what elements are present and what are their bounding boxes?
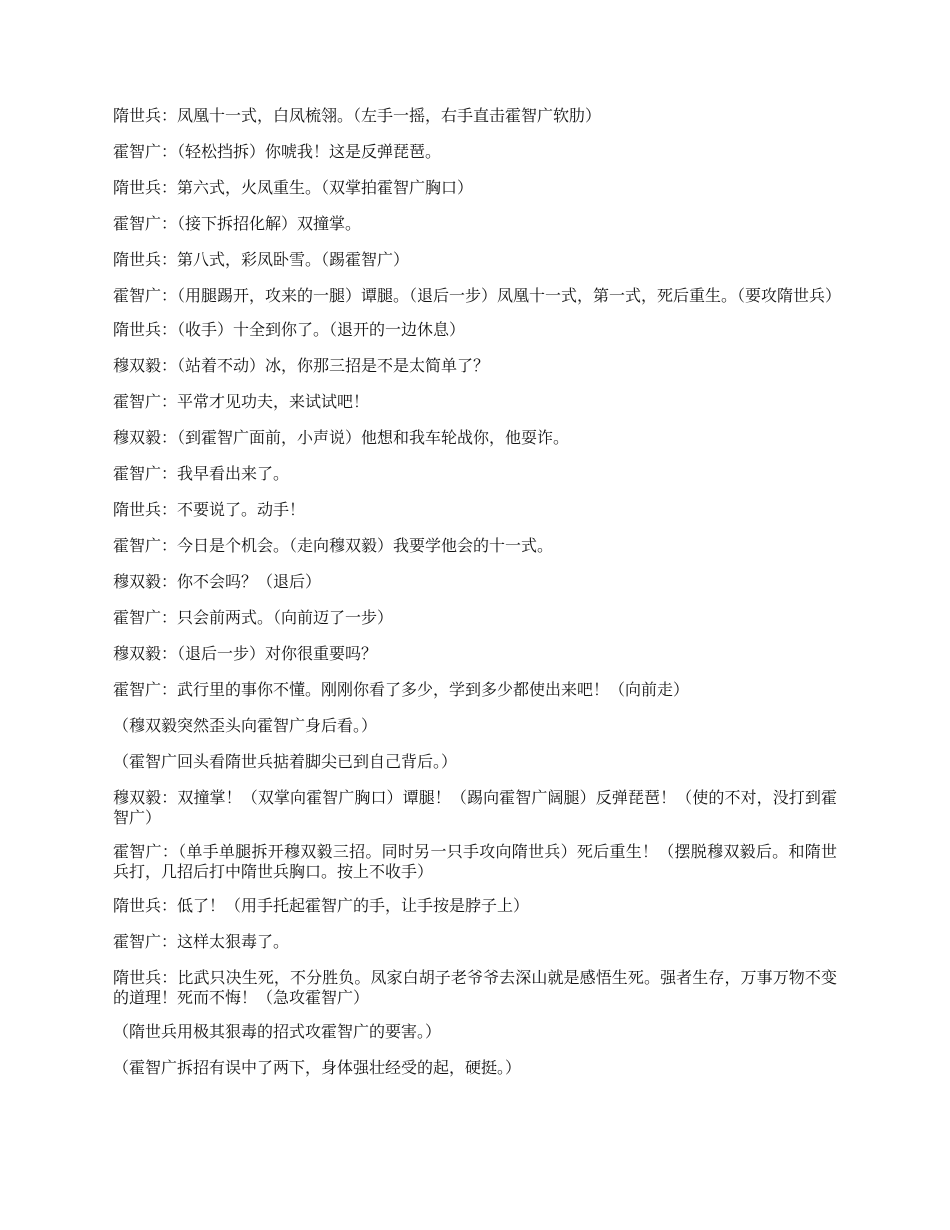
stage-direction: （霍智广回头看隋世兵掂着脚尖已到自己背后。）	[113, 752, 458, 771]
script-line: 霍智广：（接下拆招化解）双撞掌。	[113, 214, 362, 233]
script-line: 隋世兵：第六式，火凤重生。（双掌拍霍智广胸口）	[113, 178, 474, 197]
script-line: 隋世兵：不要说了。动手！	[113, 500, 306, 519]
stage-direction: （霍智广拆招有误中了两下，身体强壮经受的起，硬挺。）	[113, 1058, 522, 1077]
script-line: 隋世兵：低了！（用手托起霍智广的手，让手按是脖子上）	[113, 896, 530, 915]
script-line: 隋世兵：比武只决生死，不分胜负。凤家白胡子老爷爷去深山就是感悟生死。强者生存，万事万物不变的道理！死而不悔！（急攻霍智广）	[113, 968, 837, 1007]
script-line: 隋世兵：第八式，彩凤卧雪。（踢霍智广）	[113, 250, 410, 269]
script-line: 霍智广：（用腿踢开，攻来的一腿）谭腿。（退后一步）凤凰十一式，第一式，死后重生。（要攻隋世兵）	[113, 286, 842, 305]
script-line: 霍智广：我早看出来了。	[113, 464, 290, 483]
script-line: 穆双毅：双撞掌！（双掌向霍智广胸口）谭腿！（踢向霍智广阔腿）反弹琵琶！（使的不对，没打到霍智广）	[113, 788, 837, 827]
script-line: 霍智广：（单手单腿拆开穆双毅三招。同时另一只手攻向隋世兵）死后重生！（摆脱穆双毅后。和隋世兵打，几招后打中隋世兵胸口。按上不收手）	[113, 842, 837, 881]
script-line: 穆双毅：（到霍智广面前，小声说）他想和我车轮战你，他耍诈。	[113, 428, 570, 447]
script-line: 霍智广：平常才见功夫，来试试吧！	[113, 392, 370, 411]
script-line: 霍智广：（轻松挡拆）你唬我！这是反弹琵琶。	[113, 142, 442, 161]
stage-direction: （隋世兵用极其狠毒的招式攻霍智广的要害。）	[113, 1022, 442, 1041]
script-line: 穆双毅：（站着不动）冰，你那三招是不是太简单了？	[113, 356, 490, 375]
script-line: 隋世兵：凤凰十一式，白凤梳翎。（左手一摇，右手直击霍智广软肋）	[113, 106, 602, 125]
script-line: 穆双毅：你不会吗？（退后）	[113, 572, 322, 591]
script-line: 穆双毅：（退后一步）对你很重要吗？	[113, 644, 378, 663]
script-line: 霍智广：这样太狠毒了。	[113, 932, 290, 951]
script-line: 霍智广：今日是个机会。（走向穆双毅）我要学他会的十一式。	[113, 536, 554, 555]
script-body	[113, 106, 842, 1078]
stage-direction: （穆双毅突然歪头向霍智广身后看。）	[113, 716, 378, 735]
script-line: 霍智广：只会前两式。（向前迈了一步）	[113, 608, 394, 627]
script-line: 隋世兵：（收手）十全到你了。（退开的一边休息）	[113, 320, 466, 339]
script-line: 霍智广：武行里的事你不懂。刚刚你看了多少，学到多少都使出来吧！（向前走）	[113, 680, 690, 699]
